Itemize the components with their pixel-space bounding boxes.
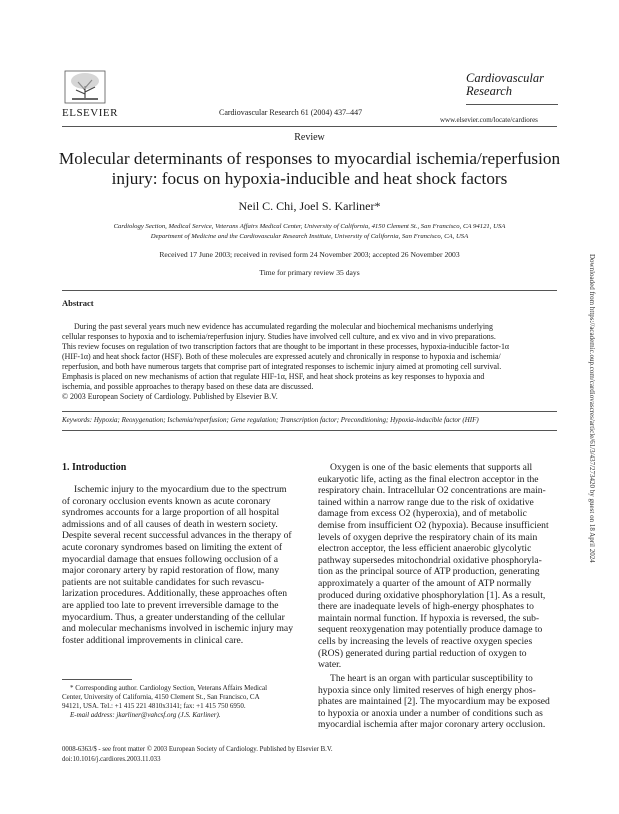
text-line: and molecular mechanisms involved in ischemic injury may — [62, 623, 293, 635]
journal-title-line2: Research — [466, 84, 513, 98]
affiliation-2: Department of Medicine and the Cardiovascular Research Institute, University of California, San Francisco, CA, USA — [150, 233, 469, 240]
issn-line: 0008-6363/$ - see front matter © 2003 European Society of Cardiology. Published by Elsevier B.V. — [62, 746, 333, 753]
keywords-top-rule — [62, 411, 557, 412]
text-line: The heart is an organ with particular susceptibility to — [330, 673, 533, 684]
abstract-heading: Abstract — [62, 298, 94, 308]
download-watermark: Downloaded from https://academic.oup.com/cardiovascres/article/61/3/437/273420 by guest on 18 April 2024 — [588, 254, 596, 563]
journal-title — [466, 72, 544, 98]
text-line: of coronary occlusion events known as acute coronary — [62, 495, 271, 507]
text-line: patients are not suitable candidates for such revascu- — [62, 576, 265, 588]
text-line: water. — [318, 659, 342, 671]
text-line: Despite several recent successful advances in the therapy of — [62, 530, 292, 542]
text-line: eukaryotic life, acting as the final electron acceptor in the — [318, 473, 539, 485]
affiliation-1: Cardiology Section, Medical Service, Veterans Affairs Medical Center, University of California, 4150 Clement St., San Francisco, CA 94121, USA — [113, 223, 506, 230]
text-line: larization procedures. Additionally, these approaches often — [62, 588, 288, 600]
text-line: cells by increasing the levels of reactive oxygen species — [318, 635, 533, 647]
footnote-line: Center, University of California, 4150 Clement St., San Francisco, CA — [62, 693, 260, 701]
text-line: myocardial ischemia after major coronary artery occlusion. — [318, 719, 546, 731]
keywords-bottom-rule — [62, 430, 557, 431]
text-line: syndromes accounts for a large proportion of all hospital — [62, 507, 280, 519]
text-line: there are inadequate levels of high-energy phosphates to — [318, 601, 534, 613]
text-line: are applied too late to prevent irreversible damage to the — [62, 599, 279, 611]
abstract-line: (HIF-1α) and heat shock factor (HSF). Both of these molecules are expressed acutely and chronically in response to hypoxia and ischemia/ — [62, 352, 501, 361]
abstract-line: ischemia, and possible approaches to therapy based on these data are discussed. — [62, 382, 314, 391]
footnote-line: * Corresponding author. Cardiology Section, Veterans Affairs Medical — [70, 684, 268, 692]
article-title — [0, 149, 619, 189]
abstract-line: During the past several years much new evidence has accumulated regarding the molecular and biochemical mechanisms underlying — [74, 322, 493, 331]
article-authors: Neil C. Chi, Joel S. Karliner* — [238, 199, 381, 213]
article-dates: Received 17 June 2003; received in revised form 24 November 2003; accepted 26 November 2003 — [159, 250, 460, 259]
text-line: pathway supersedes mitochondrial oxidative phosphoryla- — [318, 554, 542, 566]
intro-right-paragraph-2 — [318, 673, 557, 731]
keywords: Keywords: Hypoxia; Reoxygenation; Ischemia/reperfusion; Gene regulation; Transcription factor; Preconditioning; Hypoxia-inducible factor (HIF) — [62, 416, 479, 424]
doi-line[interactable]: doi:10.1016/j.cardiores.2003.11.033 — [62, 756, 161, 763]
text-line: damage from excess O2 (hyperoxia), and of metabolic — [318, 508, 527, 520]
text-line: acute coronary syndromes based on limiting the extent of — [62, 541, 283, 553]
text-line: Oxygen is one of the basic elements that supports all — [330, 462, 533, 473]
text-line: demise from insufficient O2 (hypoxia). Because insufficient — [318, 519, 549, 531]
text-line: tion as the principal source of ATP production, generating — [318, 566, 540, 578]
section-heading-introduction: 1. Introduction — [62, 462, 127, 473]
article-title-line1: Molecular determinants of responses to myocardial ischemia/reperfusion — [58, 149, 561, 168]
text-line: hypoxia since only limited reserves of high energy phos- — [318, 684, 536, 696]
text-line: levels of oxygen deprive the respiratory chain of its main — [318, 531, 538, 543]
text-line: maintain normal function. If hypoxia is reversed, the sub- — [318, 612, 540, 624]
text-line: produced during oxidative phosphorylation [1]. As a result, — [318, 589, 546, 601]
intro-left-paragraph — [62, 484, 301, 646]
abstract-body — [62, 322, 557, 402]
intro-right-paragraph-1 — [318, 462, 557, 671]
text-line: to hypoxia or anoxia under a number of conditions such as — [318, 707, 543, 719]
journal-title-rule — [466, 104, 558, 105]
article-type: Review — [294, 132, 325, 143]
journal-citation: Cardiovascular Research 61 (2004) 437–447 — [219, 108, 363, 117]
abstract-line: reperfusion, and both have numerous targets that comprise part of integrated responses to ischemic injury aimed at promoting cell survival. — [62, 362, 502, 371]
publisher-name: ELSEVIER — [62, 107, 118, 119]
article-title-line2: injury: focus on hypoxia-inducible and heat shock factors — [111, 169, 508, 188]
text-line: (ROS) generated during partial reduction of oxygen to — [318, 647, 527, 659]
text-line: myocardial damage that ensues following occlusion of a — [62, 553, 279, 565]
text-line: sequent reoxygenation may potentially produce damage to — [318, 624, 543, 636]
abstract-top-rule — [62, 290, 557, 291]
header-rule — [62, 126, 557, 127]
journal-url[interactable]: www.elsevier.com/locate/cardiores — [440, 116, 538, 124]
copyright-line: © 2003 European Society of Cardiology. Published by Elsevier B.V. — [62, 392, 278, 401]
abstract-line: cellular responses to hypoxia and to ischemia/reperfusion injury. Studies have involved cell culture, and ex vivo and in vivo preparations. — [62, 332, 496, 341]
abstract-line: Emphasis is placed on new mechanisms of action that regulate HIF-1α, HSF, and heat shock proteins as key responses to hypoxia and — [62, 372, 485, 381]
text-line: phates are maintained [2]. The myocardium may be exposed — [318, 696, 550, 708]
elsevier-logo-icon — [64, 70, 106, 104]
text-line: myocardium. Thus, a greater understanding of the cellular — [62, 611, 285, 623]
text-line: Ischemic injury to the myocardium due to the spectrum — [74, 484, 287, 495]
text-line: admissions and of all causes of death in western society. — [62, 518, 278, 530]
footnote-rule — [62, 679, 132, 680]
text-line: foster additional improvements in clinical care. — [62, 634, 244, 646]
abstract-line: This review focuses on regulation of two transcription factors that are thought to be important in these processes, hypoxia-inducible factor-1α — [62, 342, 510, 351]
text-line: respiratory chain. Intracellular O2 concentrations are main- — [318, 485, 546, 497]
footnote-line: 94121, USA. Tel.: +1 415 221 4810x3141; fax: +1 415 750 6950. — [62, 702, 246, 710]
text-line: tained within a narrow range due to the risk of oxidative — [318, 496, 534, 508]
journal-title-line1: Cardiovascular — [466, 71, 545, 85]
footnote-email[interactable]: E-mail address: jkarliner@vahcsf.org (J.S. Karliner). — [70, 711, 221, 719]
corresponding-author-footnote — [62, 684, 301, 720]
text-line: major coronary artery by rapid restoration of flow, many — [62, 565, 280, 577]
text-line: approximately a quarter of the amount of ATP normally — [318, 577, 532, 589]
text-line: electron acceptor, the less efficient anaerobic glycolytic — [318, 543, 532, 555]
review-time: Time for primary review 35 days — [259, 268, 360, 277]
